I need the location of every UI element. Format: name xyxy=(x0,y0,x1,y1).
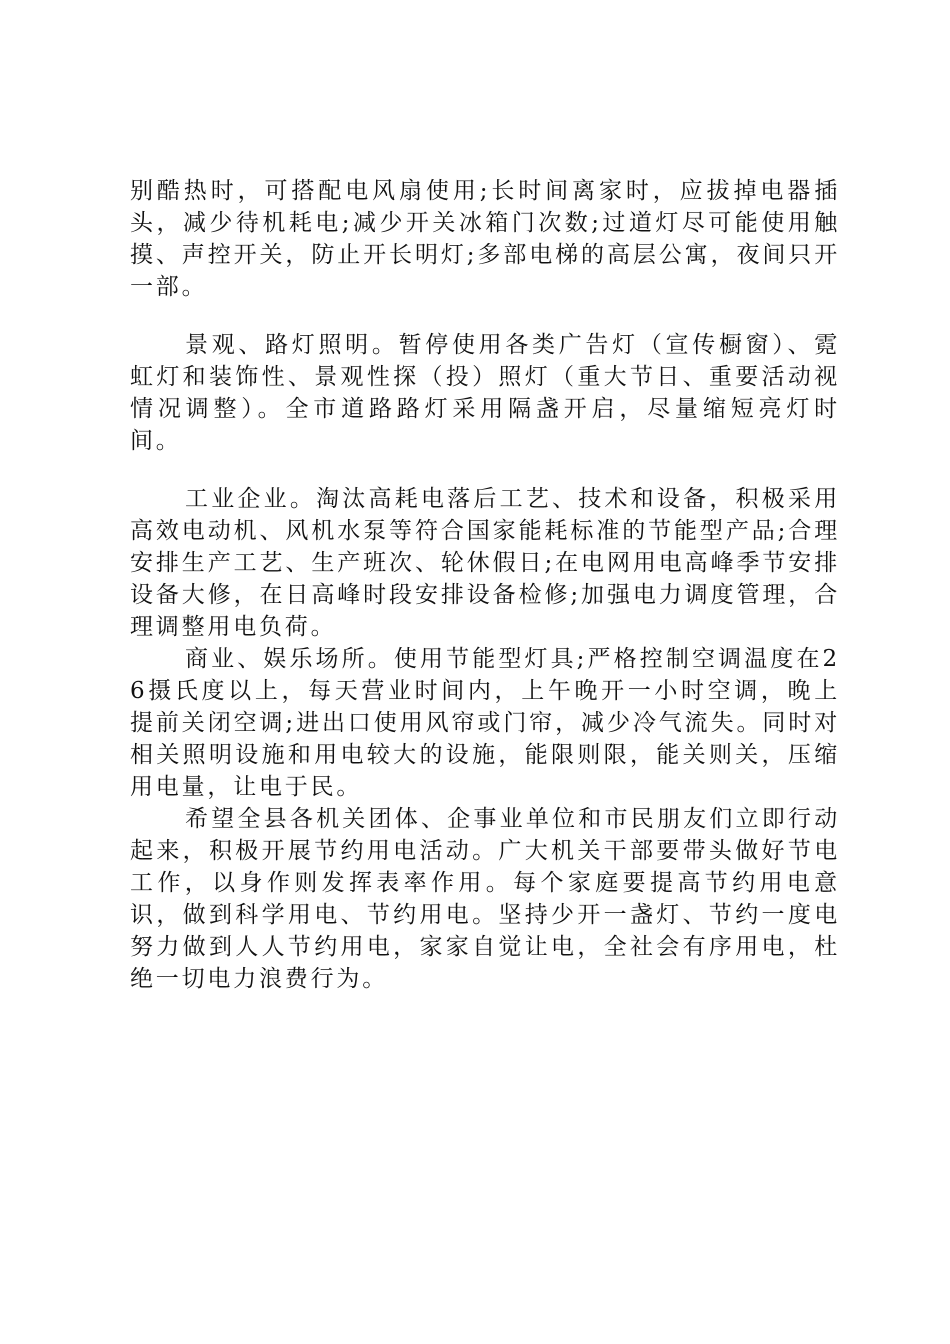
paragraph-gap xyxy=(130,457,840,483)
paragraph-household-continued: 别酷热时，可搭配电风扇使用;长时间离家时，应拔掉电器插头，减少待机耗电;减少开关冰箱门次数;过道灯尽可能使用触摸、声控开关，防止开长明灯;多部电梯的高层公寓，夜间只开一部。 xyxy=(130,178,840,300)
paragraph-landscape-lighting: 景观、路灯照明。暂停使用各类广告灯（宣传橱窗）、霓虹灯和装饰性、景观性探（投）照灯（重大节日、重要活动视情况调整）。全市道路路灯采用隔盏开启，尽量缩短亮灯时间。 xyxy=(130,332,840,454)
paragraph-industrial-enterprises: 工业企业。淘汰高耗电落后工艺、技术和设备，积极采用高效电动机、风机水泵等符合国家能耗标准的节能型产品;合理安排生产工艺、生产班次、轮休假日;在电网用电高峰季节安排设备大修，在日高峰时段安排设备检修;加强电力调度管理，合理调整用电负荷。 xyxy=(130,486,840,640)
paragraph-gap xyxy=(130,303,840,329)
paragraph-appeal: 希望全县各机关团体、企事业单位和市民朋友们立即行动起来，积极开展节约用电活动。广大机关干部要带头做好节电工作，以身作则发挥表率作用。每个家庭要提高节约用电意识，做到科学用电、节约用电。坚持少开一盏灯、节约一度电努力做到人人节约用电，家家自觉让电，全社会有序用电，杜绝一切电力浪费行为。 xyxy=(130,806,840,992)
paragraph-commercial-entertainment: 商业、娱乐场所。使用节能型灯具;严格控制空调温度在26摄氏度以上，每天营业时间内，上午晚开一小时空调，晚上提前关闭空调;进出口使用风帘或门帘，减少冷气流失。同时对相关照明设施和用电较大的设施，能限则限，能关则关，压缩用电量，让电于民。 xyxy=(130,646,840,800)
document-body xyxy=(130,175,840,995)
